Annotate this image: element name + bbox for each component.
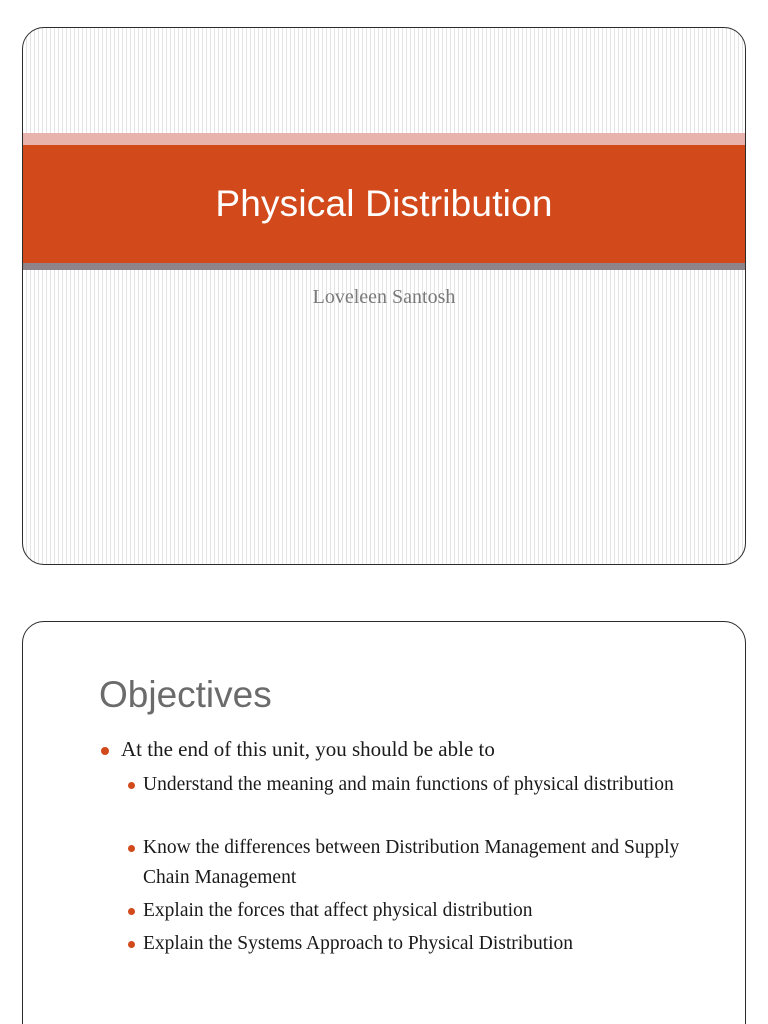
objectives-heading: Objectives bbox=[99, 674, 272, 715]
sub-bullet-text: Explain the Systems Approach to Physical Distribution bbox=[143, 933, 574, 954]
sub-bullet-text: Explain the forces that affect physical distribution bbox=[143, 900, 533, 921]
bullet-item bbox=[121, 737, 495, 762]
title-band-top-stripe bbox=[23, 133, 745, 145]
title-slide bbox=[22, 27, 746, 565]
bullet-dot-icon bbox=[128, 845, 135, 852]
slide-title: Physical Distribution bbox=[215, 183, 553, 224]
sub-bullet-item bbox=[143, 896, 703, 926]
sub-bullet-item bbox=[143, 833, 703, 893]
bullet-text: At the end of this unit, you should be able to bbox=[121, 737, 495, 761]
sub-bullet-item bbox=[143, 929, 703, 959]
sub-bullet-text: Understand the meaning and main functions of physical distribution bbox=[143, 774, 674, 795]
sub-bullet-item bbox=[143, 770, 703, 800]
slide-subtitle-author: Loveleen Santosh bbox=[312, 286, 456, 308]
title-band-bottom-stripe bbox=[23, 263, 745, 270]
sub-bullet-text: Know the differences between Distribution Management and Supply Chain Management bbox=[143, 837, 680, 888]
bullet-dot-icon bbox=[101, 747, 109, 755]
bullet-dot-icon bbox=[128, 782, 135, 789]
bullet-dot-icon bbox=[128, 941, 135, 948]
objectives-slide bbox=[22, 621, 746, 1024]
bullet-dot-icon bbox=[128, 908, 135, 915]
